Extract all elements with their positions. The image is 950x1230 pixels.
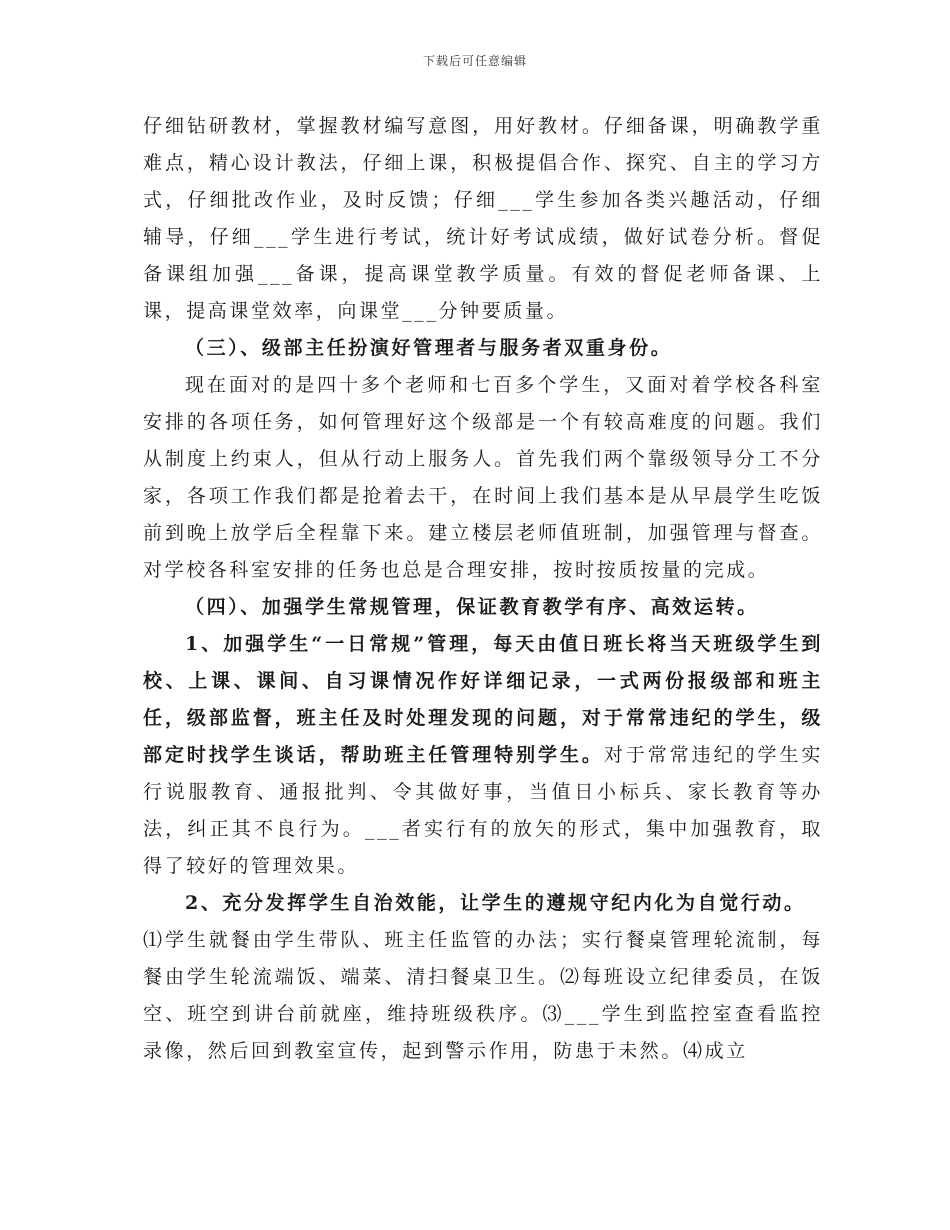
paragraph-daily-routine-bold: 1、加强学生“一日常规”管理，每天由值日班长将当天班级学生到校、上课、课间、自习课情况作好详细记录，一式两份报级部和班主任，级部监督，班主任及时处理发现的问题，对于常常违纪的学生，级部定时找学生谈话，帮助班主任管理特别学生。: [143, 633, 823, 766]
paragraph-daily-routine-rest: 对于常常违纪的学生实行说服教育、通报批判、令其做好事，当值日小标兵、家长教育等办法，纠正其不良行为。___者实行有的放矢的形式，集中加强教育，取得了较好的管理效果。: [143, 744, 823, 877]
paragraph-management-role: 现在面对的是四十多个老师和七百多个学生，又面对着学校各科室安排的各项任务，如何管理好这个级部是一个有较高难度的问题。我们从制度上约束人，但从行动上服务人。首先我们两个靠级领导分工不分家，各项工作我们都是抢着去干，在时间上我们基本是从早晨学生吃饭前到晚上放学后全程靠下来。建立楼层老师值班制，加强管理与督查。对学校各科室安排的任务也总是合理安排，按时按质按量的完成。: [143, 374, 823, 581]
paragraph-daily-routine: [143, 626, 823, 885]
paragraph-study-materials: 仔细钻研教材，掌握教材编写意图，用好教材。仔细备课，明确教学重难点，精心设计教法，仔细上课，积极提倡合作、探究、自主的学习方式，仔细批改作业，及时反馈；仔细___学生参加各类兴趣活动，仔细辅导，仔细___学生进行考试，统计好考试成绩，做好试卷分析。督促备课组加强___备课，提高课堂教学质量。有效的督促老师备课、上课，提高课堂效率，向课堂___分钟要质量。: [143, 115, 823, 322]
document-body: [143, 108, 823, 1070]
section-heading-three: （三）、级部主任扮演好管理者与服务者双重身份。: [185, 337, 673, 359]
page-header-note: 下载后可任意编辑: [422, 54, 527, 68]
section-heading-four: （四）、加强学生常规管理，保证教育教学有序、高效运转。: [185, 596, 759, 618]
subheading-self-governance: 2、充分发挥学生自治效能，让学生的遵规守纪内化为自觉行动。: [185, 892, 806, 914]
paragraph-self-governance: ⑴学生就餐由学生带队、班主任监管的办法；实行餐桌管理轮流制，每餐由学生轮流端饭、端菜、清扫餐桌卫生。⑵每班设立纪律委员，在饭空、班空到讲台前就座，维持班级秩序。⑶___学生到监控室查看监控录像，然后回到教室宣传，起到警示作用，防患于未然。⑷成立: [143, 929, 823, 1062]
